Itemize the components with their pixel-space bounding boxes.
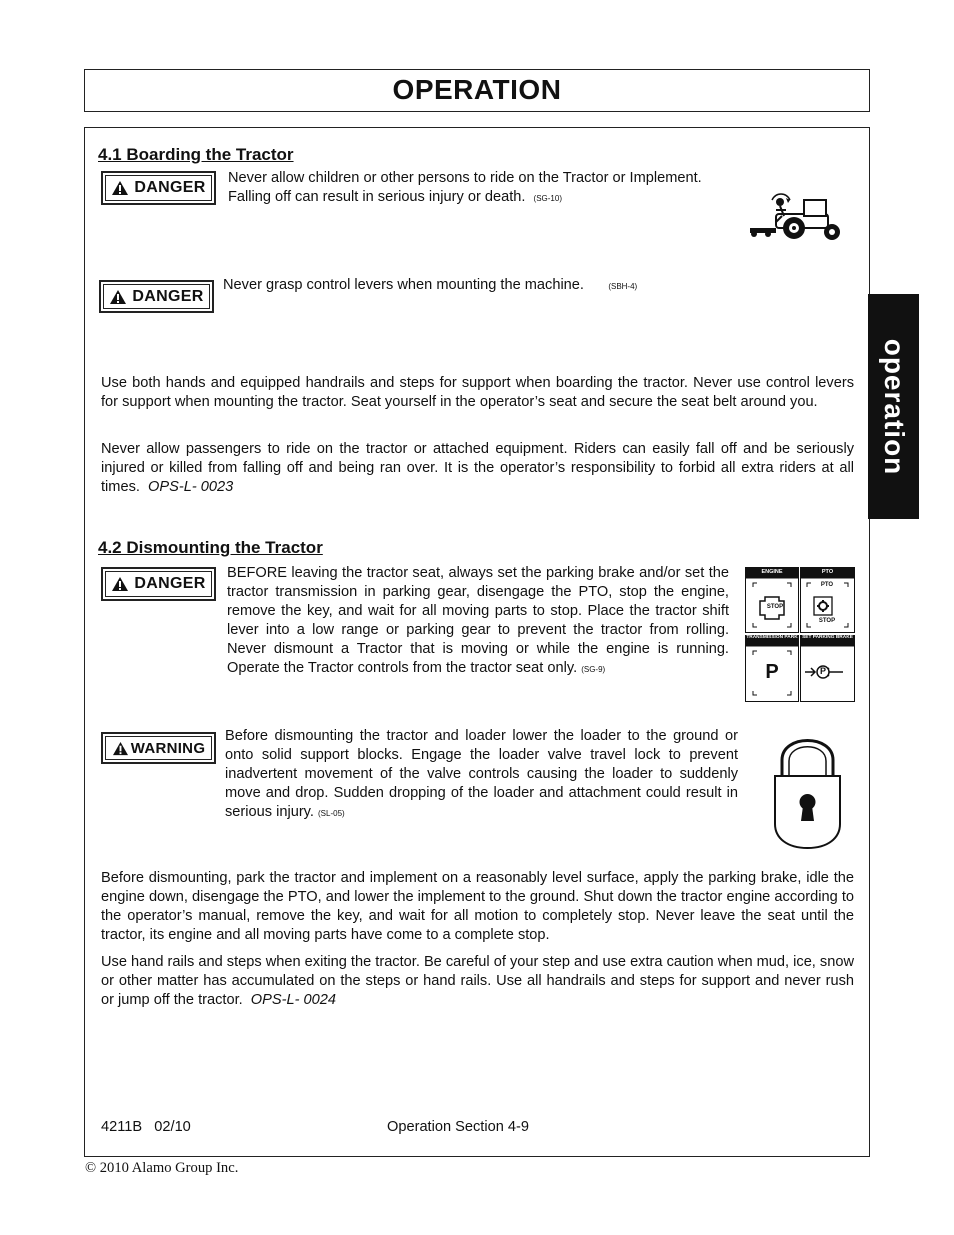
padlock-icon xyxy=(770,726,845,851)
paragraph-passengers xyxy=(101,440,854,497)
page-title: OPERATION xyxy=(392,74,562,105)
ops-reference: OPS-L- 0024 xyxy=(250,991,336,1008)
warning-triangle-icon xyxy=(109,289,127,305)
copyright: © 2010 Alamo Group Inc. xyxy=(85,1160,239,1176)
pto-label: PTO xyxy=(821,569,834,575)
ops-reference: OPS-L- 0023 xyxy=(148,478,234,495)
paragraph-boarding: Use both hands and equipped handrails and steps for support when boarding the tractor. Never use control levers for support when mounting the tractor. Seat yourself in the operator’s seat and secure the seat belt around you. xyxy=(101,375,854,410)
transmission-label: TRANSMISSION PARK xyxy=(746,635,798,640)
safety-code: (SG-10) xyxy=(533,193,562,203)
brake-p-letter: P xyxy=(819,666,826,676)
document-id: 4211B 02/10 xyxy=(101,1119,191,1135)
safety-code: (SBH-4) xyxy=(608,282,638,291)
danger-text-leaving-seat xyxy=(227,564,729,679)
danger-sign xyxy=(101,567,216,601)
warning-triangle-icon xyxy=(111,576,129,592)
safety-code: (SG-9) xyxy=(581,664,606,674)
side-tab-label: operation xyxy=(878,338,910,475)
section-heading-dismounting: 4.2 Dismounting the Tractor xyxy=(98,538,323,557)
warning-sign xyxy=(101,732,216,764)
tractor-rider-illustration xyxy=(746,190,846,242)
control-decal-illustration xyxy=(745,567,855,702)
paragraph-text: Use hand rails and steps when exiting the tractor. Be careful of your step and use extra caution when mud, ice, snow or other matter has accumulated on the steps or hand rails. Use all handrails and steps for support and never rush or jump off the tractor. xyxy=(101,954,854,1008)
warning-label: WARNING xyxy=(130,739,206,757)
warning-text-loader xyxy=(225,727,738,824)
danger-text-riders xyxy=(228,169,738,209)
paragraph-hand-rails xyxy=(101,953,854,1010)
danger-label: DANGER xyxy=(134,575,206,592)
warning-triangle-icon xyxy=(112,741,129,756)
safety-code: (SL-05) xyxy=(318,808,345,818)
warning-text: Before dismounting the tractor and loader lower the loader to the ground or onto solid support blocks. Engage the loader valve travel lock to prevent inadvertent movement of the valve controls causing the loader to suddenly move and drop. Sudden dropping of the loader and attachment could result in serious injury. xyxy=(225,728,738,820)
page-number: Operation Section 4-9 xyxy=(387,1119,529,1135)
engine-label: ENGINE xyxy=(761,569,783,575)
pto-inner-label: PTO xyxy=(820,582,834,588)
brake-label: SET PARKING BRAKE xyxy=(802,635,853,640)
danger-label: DANGER xyxy=(134,179,206,196)
section-heading-boarding: 4.1 Boarding the Tractor xyxy=(98,145,294,164)
danger-label: DANGER xyxy=(132,287,204,305)
side-tab xyxy=(868,294,919,519)
warning-triangle-icon xyxy=(111,180,129,196)
danger-text: Never grasp control levers when mounting the machine. xyxy=(223,277,584,293)
pto-stop-label: STOP xyxy=(818,618,836,624)
park-letter: P xyxy=(765,661,779,683)
danger-text: Never allow children or other persons to ride on the Tractor or Implement. Falling off can result in serious injury or death. xyxy=(228,170,702,205)
danger-sign xyxy=(101,171,216,205)
danger-text-levers xyxy=(223,276,743,297)
paragraph-dismounting: Before dismounting, park the tractor and implement on a reasonably level surface, apply the parking brake, idle the engine down, disengage the PTO, and lower the implement to the ground. Shut down the tractor engine according to the operator’s manual, remove the key, and wait for all motion to completely stop. Never leave the seat until the tractor, its engine and all moving parts have come to a complete stop. xyxy=(101,870,854,943)
paragraph-text: Never allow passengers to ride on the tractor or attached equipment. Riders can easily fall off and be seriously injured or killed from falling off and being ran over. It is the operator’s responsibility to forbid all extra riders at all times. xyxy=(101,441,854,495)
danger-sign xyxy=(99,280,214,313)
danger-text: BEFORE leaving the tractor seat, always set the parking brake and/or set the tractor transmission in parking gear, disengage the PTO, stop the engine, remove the key, and wait for all moving parts to stop. Place the tractor shift lever into a low range or parking gear to prevent the tractor from rolling. Never dismount a Tractor that is moving or while the engine is running. Operate the Tractor controls from the tractor seat only. xyxy=(227,565,729,676)
stop-label: STOP xyxy=(766,604,784,610)
